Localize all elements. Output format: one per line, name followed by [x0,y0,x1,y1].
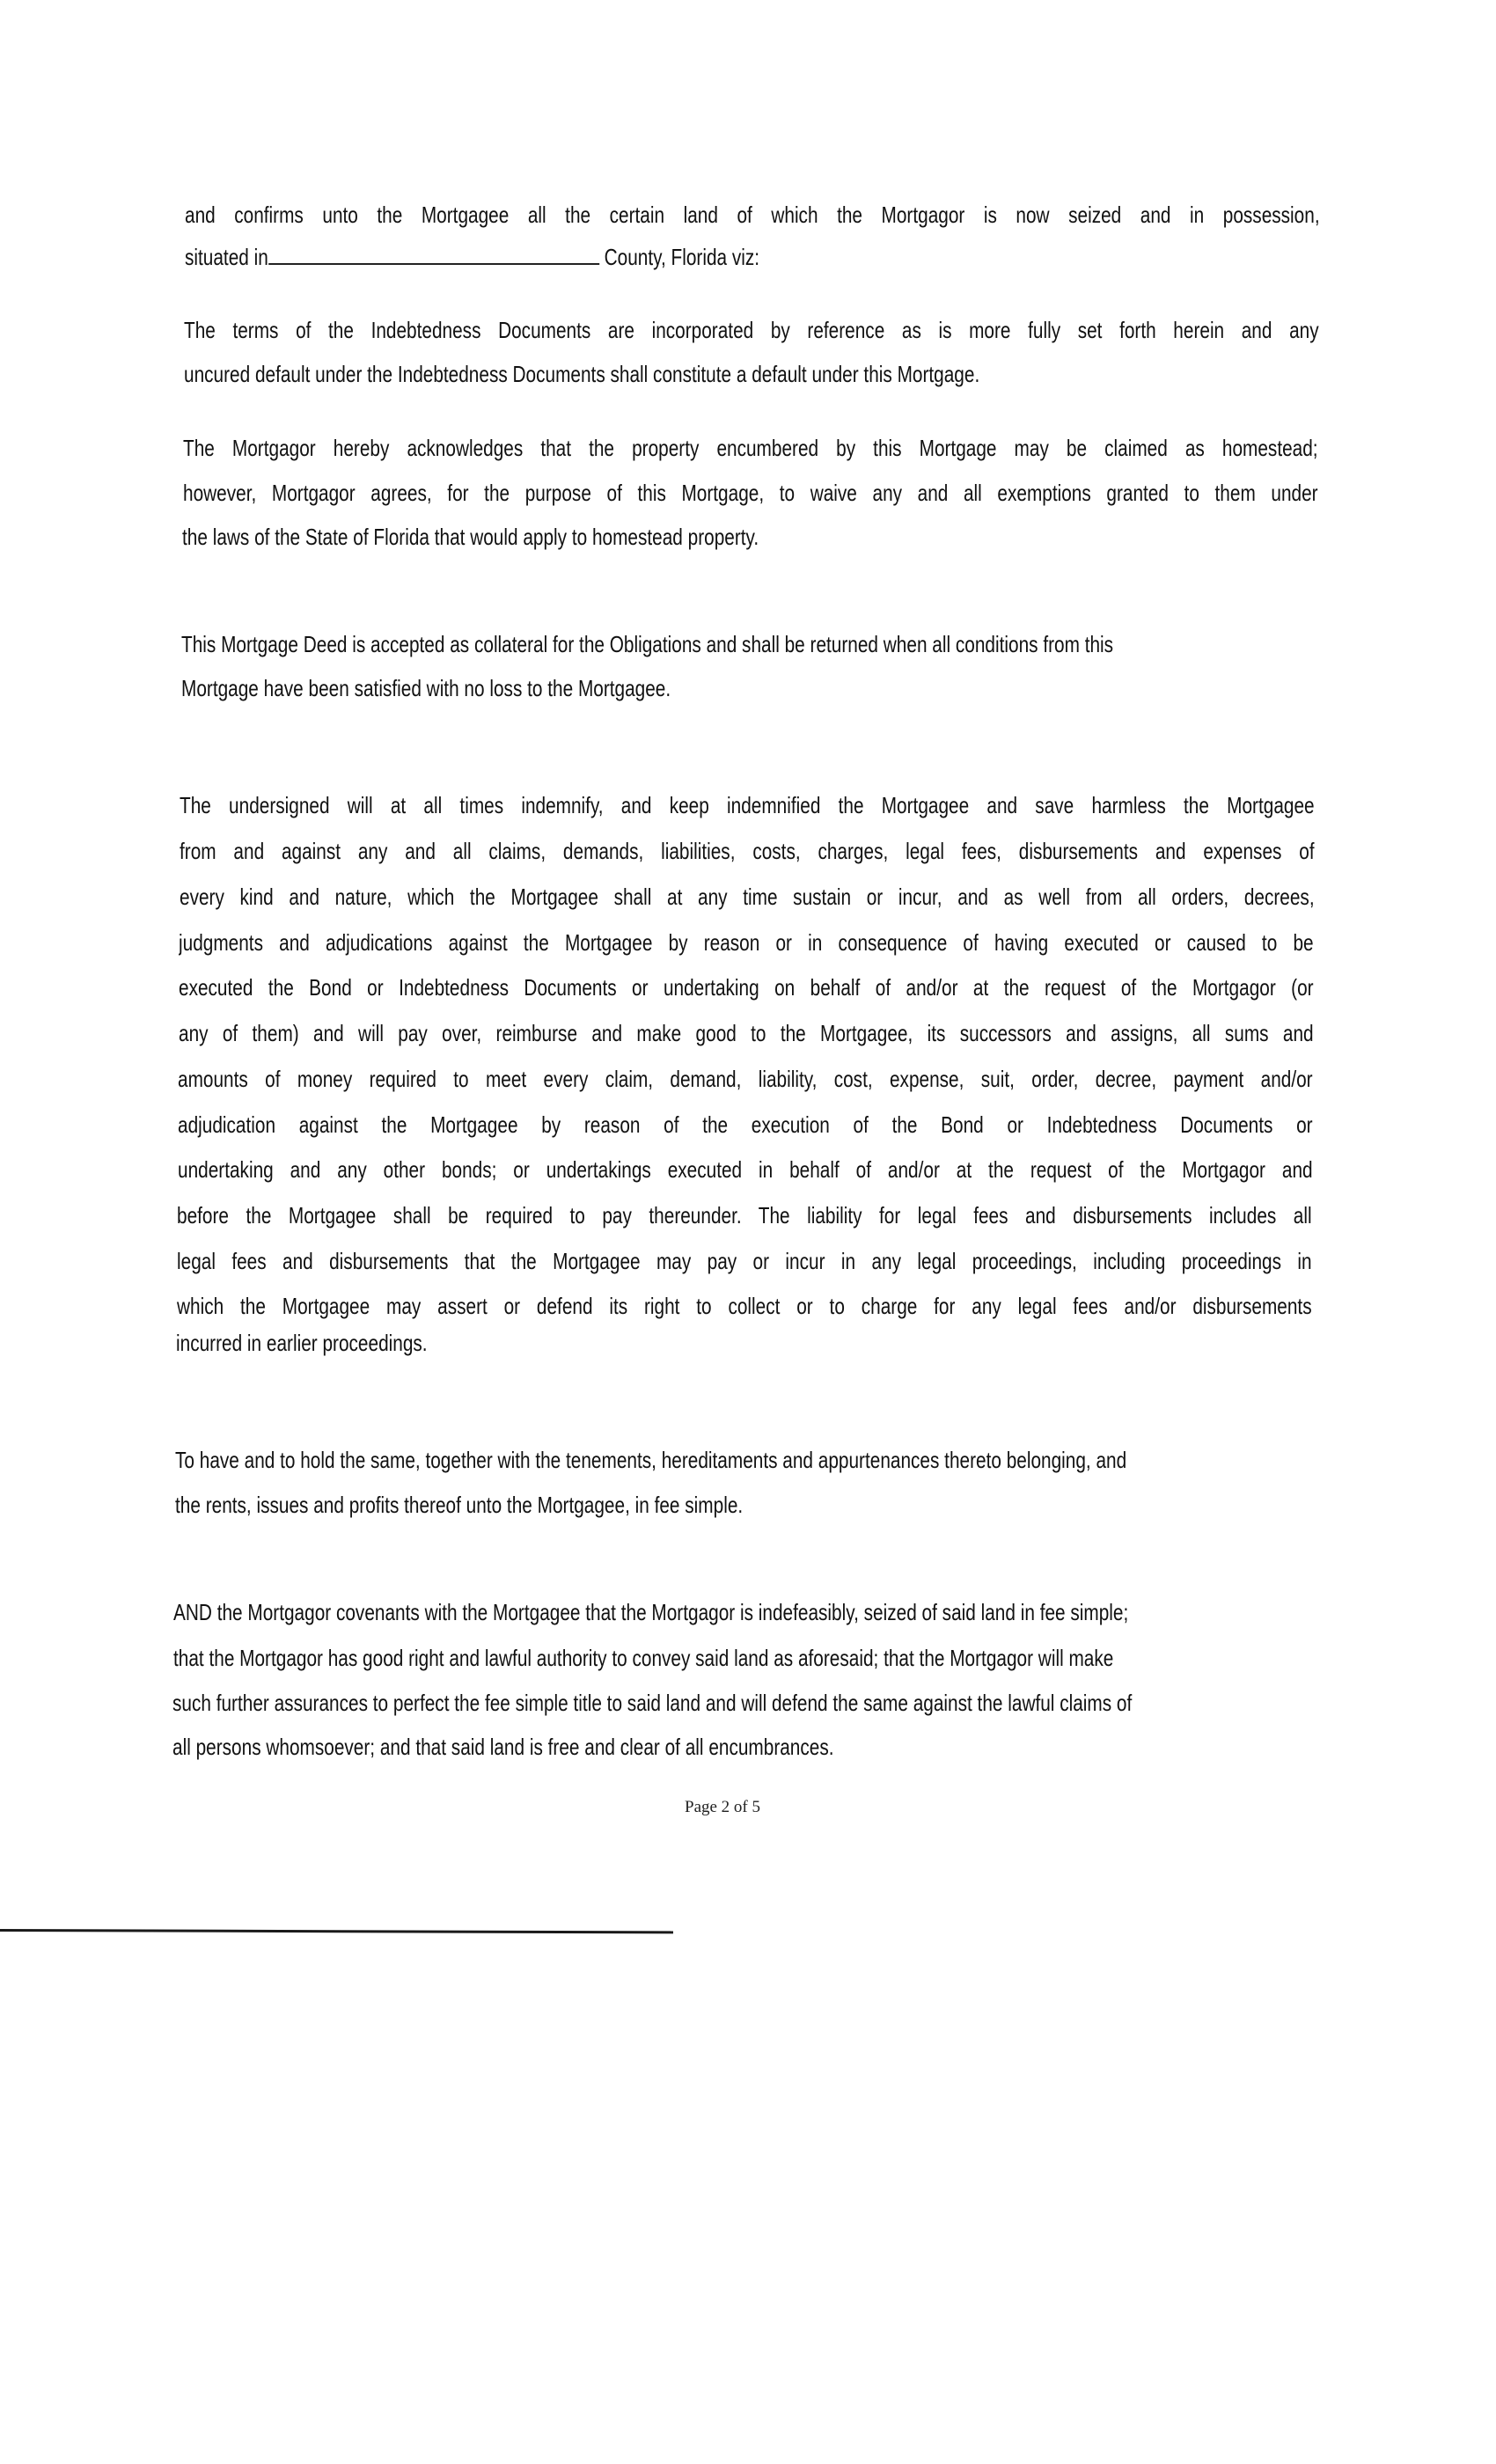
horizontal-rule [0,1929,673,1933]
page-number: Page 2 of 5 [685,1798,761,1816]
paragraph-4-line-1: This Mortgage Deed is accepted as collateral for the Obligations and shall be returned when all conditions from this [181,631,1114,657]
paragraph-5-line-12: which the Mortgagee may assert or defend its right to collect or to charge for any legal fees and/or disbursements [177,1293,1312,1319]
paragraph-3-line-2: however, Mortgagor agrees, for the purpose of this Mortgage, to waive any and all exemptions granted to them under [183,480,1318,506]
county-blank-field[interactable] [268,246,599,265]
paragraph-5-line-1: The undersigned will at all times indemnify, and keep indemnified the Mortgagee and save harmless the Mortgagee [180,792,1315,818]
paragraph-3-line-1: The Mortgagor hereby acknowledges that the property encumbered by this Mortgage may be claimed as homestead; [183,435,1318,461]
paragraph-5-line-5: executed the Bond or Indebtedness Documents or undertaking on behalf of and/or at the request of the Mortgagor (or [179,974,1314,1001]
paragraph-5-line-13: incurred in earlier proceedings. [176,1330,428,1356]
paragraph-5-line-9: undertaking and any other bonds; or undertakings executed in behalf of and/or at the request of the Mortgagor and [178,1156,1313,1183]
paragraph-2-line-1: The terms of the Indebtedness Documents are incorporated by reference as is more fully set forth herein and any [184,317,1319,343]
paragraph-7-line-1: AND the Mortgagor covenants with the Mortgagee that the Mortgagor is indefeasibly, seized of said land in fee simple; [173,1599,1129,1625]
paragraph-6-line-1: To have and to hold the same, together with the tenements, hereditaments and appurtenances thereto belonging, and [175,1447,1127,1473]
paragraph-3-line-3: the laws of the State of Florida that would apply to homestead property. [182,524,759,550]
paragraph-7-line-3: such further assurances to perfect the fee simple title to said land and will defend the same against the lawful claims of [172,1690,1133,1716]
paragraph-1-line-2 [185,244,759,270]
paragraph-5-line-10: before the Mortgagee shall be required to pay thereunder. The liability for legal fees and disbursements includes all [177,1202,1312,1228]
paragraph-2-line-2: uncured default under the Indebtedness Documents shall constitute a default under this Mortgage. [184,361,980,387]
paragraph-5-line-4: judgments and adjudications against the Mortgagee by reason or in consequence of having executed or caused to be [179,929,1314,956]
paragraph-5-line-2: from and against any and all claims, demands, liabilities, costs, charges, legal fees, disbursements and expenses of [180,838,1315,864]
paragraph-5-line-8: adjudication against the Mortgagee by reason of the execution of the Bond or Indebtedness Documents or [178,1111,1313,1138]
situated-prefix: situated in [185,244,268,270]
situated-suffix: County, Florida viz: [604,244,760,270]
paragraph-4-line-2: Mortgage have been satisfied with no loss to the Mortgagee. [181,675,671,701]
paragraph-7-line-2: that the Mortgagor has good right and lawful authority to convey said land as aforesaid; that the Mortgagor will make [173,1645,1114,1671]
paragraph-6-line-2: the rents, issues and profits thereof unto the Mortgagee, in fee simple. [175,1492,744,1518]
paragraph-1-line-1: and confirms unto the Mortgagee all the certain land of which the Mortgagor is now seized and in possession, [185,202,1320,228]
paragraph-5-line-11: legal fees and disbursements that the Mortgagee may pay or incur in any legal proceedings, including proceedings in [177,1248,1312,1274]
paragraph-7-line-4: all persons whomsoever; and that said land is free and clear of all encumbrances. [172,1734,834,1760]
paragraph-5-line-7: amounts of money required to meet every claim, demand, liability, cost, expense, suit, order, decree, payment and/or [178,1066,1313,1092]
paragraph-5-line-3: every kind and nature, which the Mortgagee shall at any time sustain or incur, and as well from all orders, decrees, [180,884,1315,910]
paragraph-5-line-6: any of them) and will pay over, reimburse and make good to the Mortgagee, its successors and assigns, all sums and [179,1020,1314,1046]
